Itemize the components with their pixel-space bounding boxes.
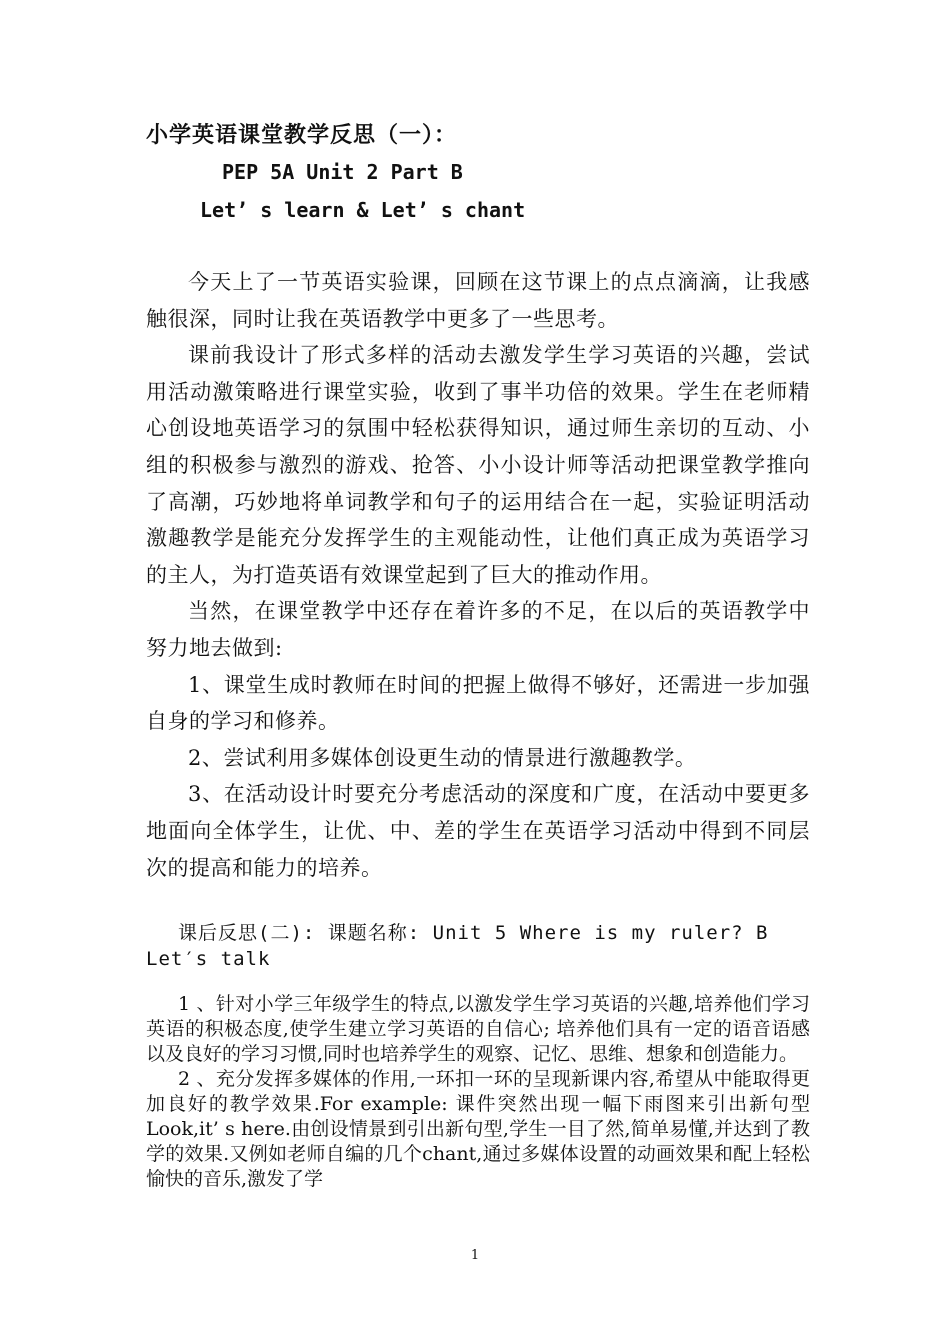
page-number: 1 (470, 1248, 480, 1263)
list-item: 2、尝试利用多媒体创设更生动的情景进行激趣教学。 (188, 745, 697, 770)
reflection-section-2 (146, 992, 810, 1192)
list-item: 1、课堂生成时教师在时间的把握上做得不够好，还需进一步加强自身的学习和修养。 (146, 672, 810, 734)
document-title: 小学英语课堂教学反思（一）： (146, 122, 458, 148)
paragraph: 今天上了一节英语实验课，回顾在这节课上的点点滴滴，让我感触很深，同时让我在英语教学中更多了一些思考。 (146, 270, 810, 331)
list-item: 3、在活动设计时要充分考虑活动的深度和广度，在活动中要更多地面向全体学生，让优、中、差的学生在英语学习活动中得到不同层次的提高和能力的培养。 (146, 782, 810, 880)
list-item: 2 、充分发挥多媒体的作用,一环扣一环的呈现新课内容,希望从中能取得更加良好的教学效果.For example: 课件突然出现一幅下雨图来引出新句型Look,it’ s here.由创设情景到引出新句型,学生一目了然,简单易懂,并达到了教学的效果.又例如老师自编的几个chant,通过多媒体设置的动画效果和配上轻松愉快的音乐,激发了学 (146, 1068, 810, 1190)
reflection-section-1 (146, 264, 810, 886)
section-2-heading: 课后反思(二): 课题名称: Unit 5 Where is my ruler? B Let′s talk (146, 922, 769, 970)
list-item: 1 、针对小学三年级学生的特点,以激发学生学习英语的兴趣,培养他们学习英语的积极态度,使学生建立学习英语的自信心; 培养他们具有一定的语音语感以及良好的学习习惯,同时也培养学生的观察、记忆、思维、想象和创造能力。 (146, 993, 810, 1065)
paragraph: 课前我设计了形式多样的活动去激发学生学习英语的兴趣，尝试用活动激策略进行课堂实验，收到了事半功倍的效果。学生在老师精心创设地英语学习的氛围中轻松获得知识，通过师生亲切的互动、小组的积极参与激烈的游戏、抢答、小小设计师等活动把课堂教学推向了高潮，巧妙地将单词教学和句子的运用结合在一起，实验证明活动激趣教学是能充分发挥学生的主观能动性，让他们真正成为英语学习的主人，为打造英语有效课堂起到了巨大的推动作用。 (146, 343, 810, 587)
paragraph: 当然，在课堂教学中还存在着许多的不足，在以后的英语教学中努力地去做到: (146, 599, 810, 660)
lesson-subtitle: PEP 5A Unit 2 Part B (222, 160, 463, 184)
lesson-subtitle-activity: Let’ s learn & Let’ s chant (200, 198, 526, 222)
